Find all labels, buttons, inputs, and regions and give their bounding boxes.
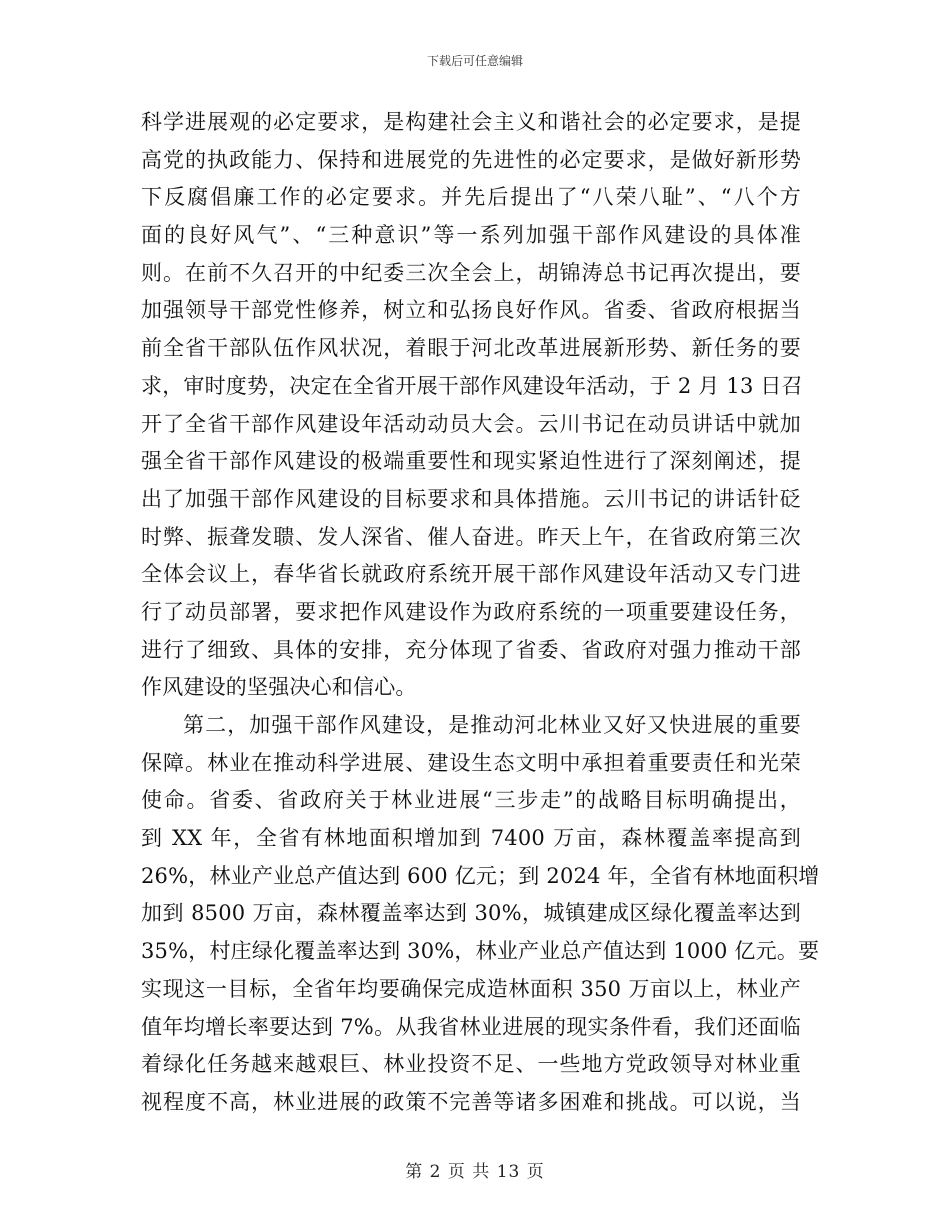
text-line: 第二，加强干部作风建设，是推动河北林业又好又快进展的重要 [183, 713, 801, 737]
text-line: 作风建设的坚强决心和信心。 [141, 675, 417, 700]
paragraph-1 [141, 104, 801, 707]
text-line: 科学进展观的必定要求，是构建社会主义和谐社会的必定要求，是提 [141, 110, 801, 134]
text-line: 下反腐倡廉工作的必定要求。并先后提出了“八荣八耻”、“八个方 [141, 185, 801, 210]
text-line: 时弊、振聋发聩、发人深省、催人奋进。昨天上午，在省政府第三次 [141, 524, 801, 549]
text-line: 值年均增长率要达到 7%。从我省林业进展的现实条件看，我们还面临 [141, 1014, 801, 1039]
text-line: 行了动员部署，要求把作风建设作为政府系统的一项重要建设任务， [141, 599, 801, 624]
text-line: 开了全省干部作风建设年活动动员大会。云川书记在动员讲话中就加 [141, 411, 801, 436]
document-body [141, 104, 820, 1122]
text-line: 使命。省委、省政府关于林业进展“三步走”的战略目标明确提出， [141, 788, 801, 813]
text-line: 实现这一目标，全省年均要确保完成造林面积 350 万亩以上，林业产 [141, 976, 801, 1001]
text-line: 加到 8500 万亩，森林覆盖率达到 30%，城镇建成区绿化覆盖率达到 [141, 901, 801, 926]
text-line: 强全省干部作风建设的极端重要性和现实紧迫性进行了深刻阐述，提 [141, 449, 801, 474]
text-line: 进行了细致、具体的安排，充分体现了省委、省政府对强力推动干部 [141, 637, 801, 662]
text-line: 保障。林业在推动科学进展、建设生态文明中承担着重要责任和光荣 [141, 750, 801, 775]
text-line: 着绿化任务越来越艰巨、林业投资不足、一些地方党政领导对林业重 [141, 1052, 801, 1077]
text-line: 面的良好风气”、“三种意识”等一系列加强干部作风建设的具体准 [141, 223, 801, 248]
text-line: 求，审时度势，决定在全省开展干部作风建设年活动，于 2 月 13 日召 [141, 373, 803, 398]
text-line: 26%，林业产业总产值达到 600 亿元；到 2024 年，全省有林地面积增 [141, 863, 820, 888]
text-line: 到 XX 年，全省有林地面积增加到 7400 万亩，森林覆盖率提高到 [141, 826, 801, 851]
text-line: 视程度不高，林业进展的政策不完善等诸多困难和挑战。可以说，当 [141, 1089, 801, 1114]
text-line: 则。在前不久召开的中纪委三次全会上，胡锦涛总书记再次提出，要 [141, 260, 801, 285]
text-line: 全体会议上，春华省长就政府系统开展干部作风建设年活动又专门进 [141, 562, 801, 587]
text-line: 35%，村庄绿化覆盖率达到 30%，林业产业总产值达到 1000 亿元。要 [141, 939, 820, 964]
text-line: 出了加强干部作风建设的目标要求和具体措施。云川书记的讲话针砭 [141, 486, 801, 511]
page-number-footer: 第 2 页 共 13 页 [405, 1162, 545, 1182]
text-line: 高党的执政能力、保持和进展党的先进性的必定要求，是做好新形势 [141, 147, 801, 172]
paragraph-2 [141, 707, 820, 1122]
page-header: 下载后可任意编辑 [426, 54, 523, 68]
text-line: 加强领导干部党性修养，树立和弘扬良好作风。省委、省政府根据当 [141, 298, 801, 323]
text-line: 前全省干部队伍作风状况，着眼于河北改革进展新形势、新任务的要 [141, 336, 801, 361]
